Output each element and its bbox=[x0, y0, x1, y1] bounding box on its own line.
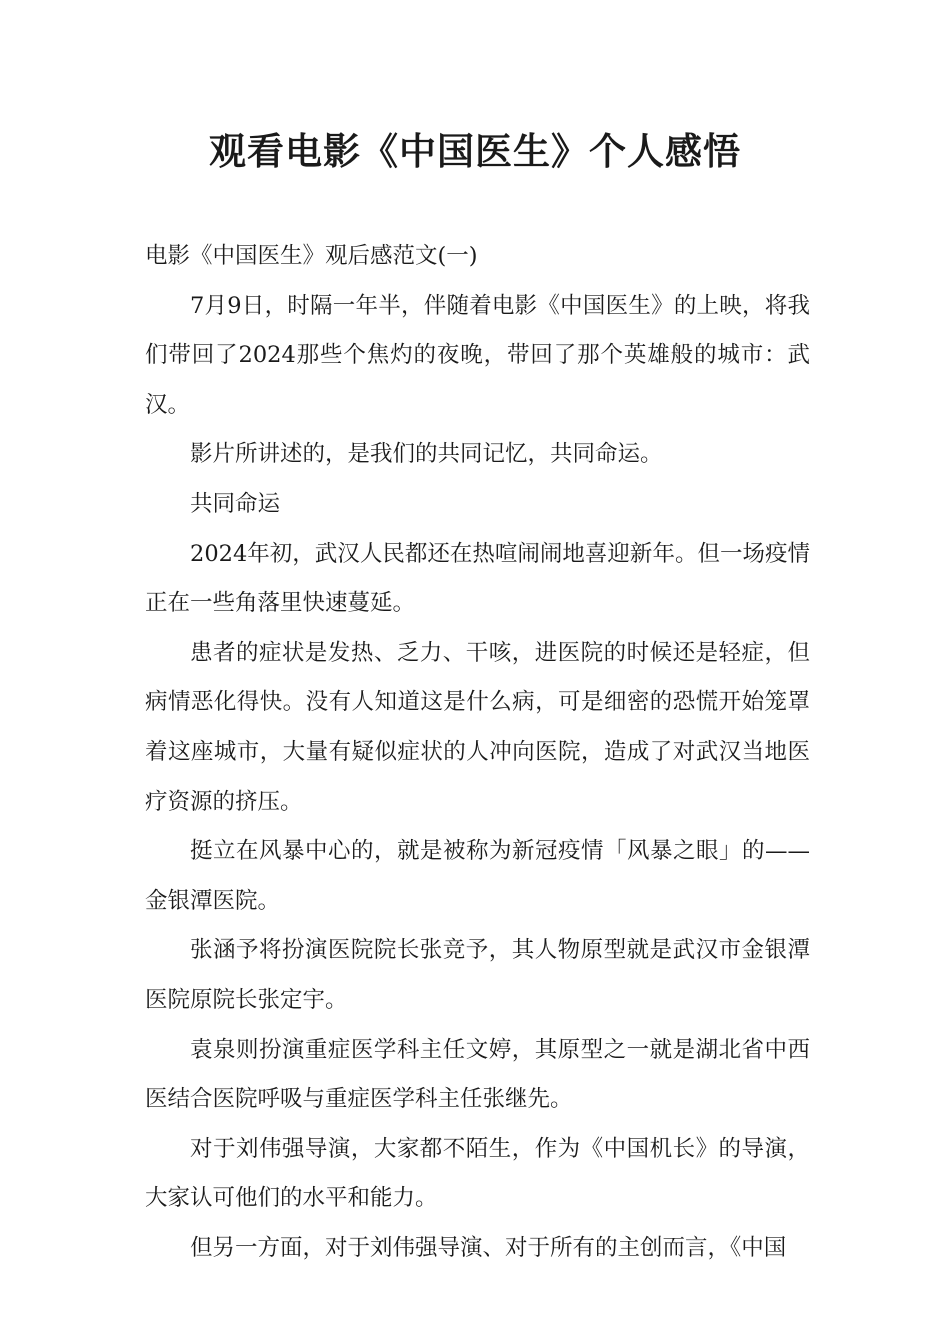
paragraph: 但另一方面，对于刘伟强导演、对于所有的主创而言，《中国 bbox=[190, 1234, 787, 1261]
paragraph: 7月9日，时隔一年半，伴随着电影《中国医生》的上映，将我们带回了2024那些个焦灼的夜晚，带回了那个英雄般的城市：武汉。 bbox=[145, 292, 810, 418]
paragraph: 张涵予将扮演医院院长张竞予，其人物原型就是武汉市金银潭医院原院长张定宇。 bbox=[145, 937, 810, 1013]
document-title: 观看电影《中国医生》个人感悟 bbox=[209, 130, 741, 173]
paragraph: 患者的症状是发热、乏力、干咳，进医院的时候还是轻症，但病情恶化得快。没有人知道这是什么病，可是细密的恐慌开始笼罩着这座城市，大量有疑似症状的人冲向医院，造成了对武汉当地医疗资源的挤压。 bbox=[145, 639, 810, 815]
paragraph: 电影《中国医生》观后感范文(一) bbox=[145, 243, 478, 269]
section-heading: 共同命运 bbox=[190, 490, 281, 517]
paragraph: 2024年初，武汉人民都还在热喧闹闹地喜迎新年。但一场疫情正在一些角落里快速蔓延。 bbox=[145, 540, 810, 617]
paragraph: 挺立在风暴中心的，就是被称为新冠疫情「风暴之眼」的——金银潭医院。 bbox=[145, 838, 810, 914]
paragraph: 对于刘伟强导演，大家都不陌生，作为《中国机长》的导演，大家认可他们的水平和能力。 bbox=[145, 1135, 810, 1212]
paragraph: 袁泉则扮演重症医学科主任文婷，其原型之一就是湖北省中西医结合医院呼吸与重症医学科主任张继先。 bbox=[145, 1036, 810, 1113]
document-body bbox=[145, 232, 810, 1273]
paragraph: 影片所讲述的，是我们的共同记忆，共同命运。 bbox=[190, 441, 663, 468]
